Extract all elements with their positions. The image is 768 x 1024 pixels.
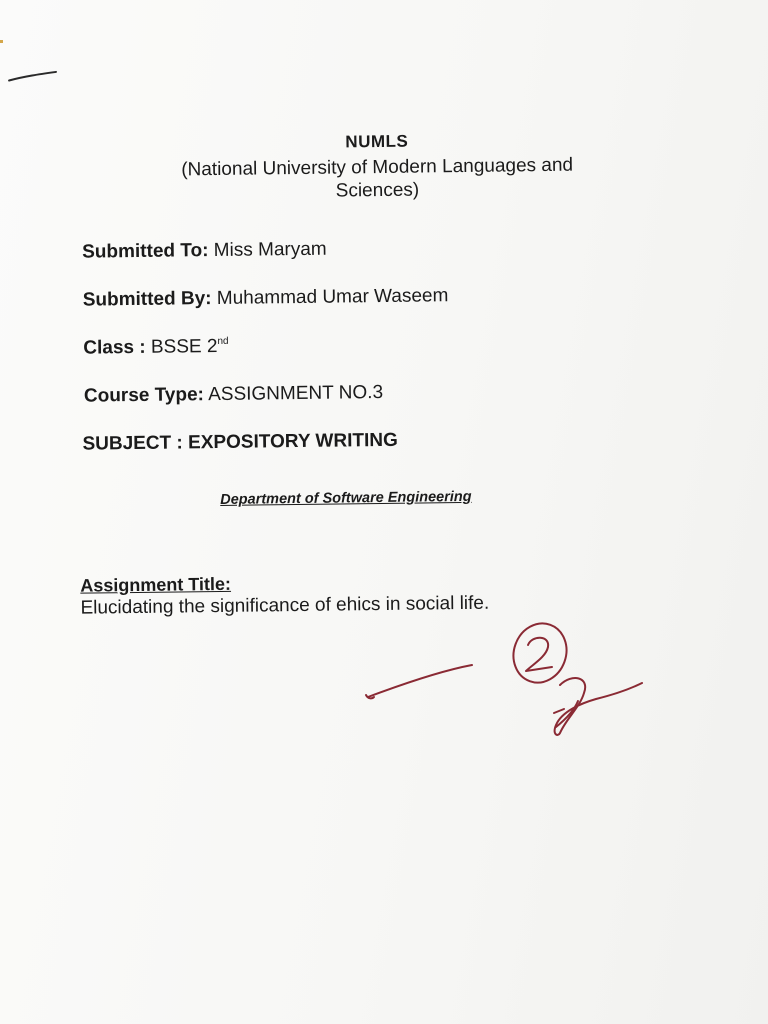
subject-line: SUBJECT : EXPOSITORY WRITING [82,429,398,455]
course-type-value: ASSIGNMENT NO.3 [208,381,384,406]
department-name: Department of Software Engineering [220,488,472,508]
university-header [117,129,638,205]
class-line [83,336,229,360]
university-short-name: NUMLS [345,131,409,152]
course-type-label: Course Type: [83,384,205,407]
assignment-title-text: Elucidating the significance of ehics in social life. [80,592,490,619]
class-label: Class : [83,336,146,359]
course-type-line [84,382,383,408]
submitted-to-value: Miss Maryam [213,238,327,262]
class-value: BSSE 2 [150,335,218,358]
assignment-title-label: Assignment Title: [80,573,232,596]
submitted-to-line [82,239,327,264]
submitted-to-label: Submitted To: [82,240,209,263]
submitted-by-value: Muhammad Umar Waseem [216,285,449,309]
class-suffix: nd [217,335,229,347]
submitted-by-label: Submitted By: [82,288,212,311]
handwritten-grade-signature [360,615,650,745]
submitted-by-line [83,285,449,311]
pen-stroke-mark [6,66,66,87]
university-full-name: (National University of Modern Languages and Sciences) [181,154,574,202]
